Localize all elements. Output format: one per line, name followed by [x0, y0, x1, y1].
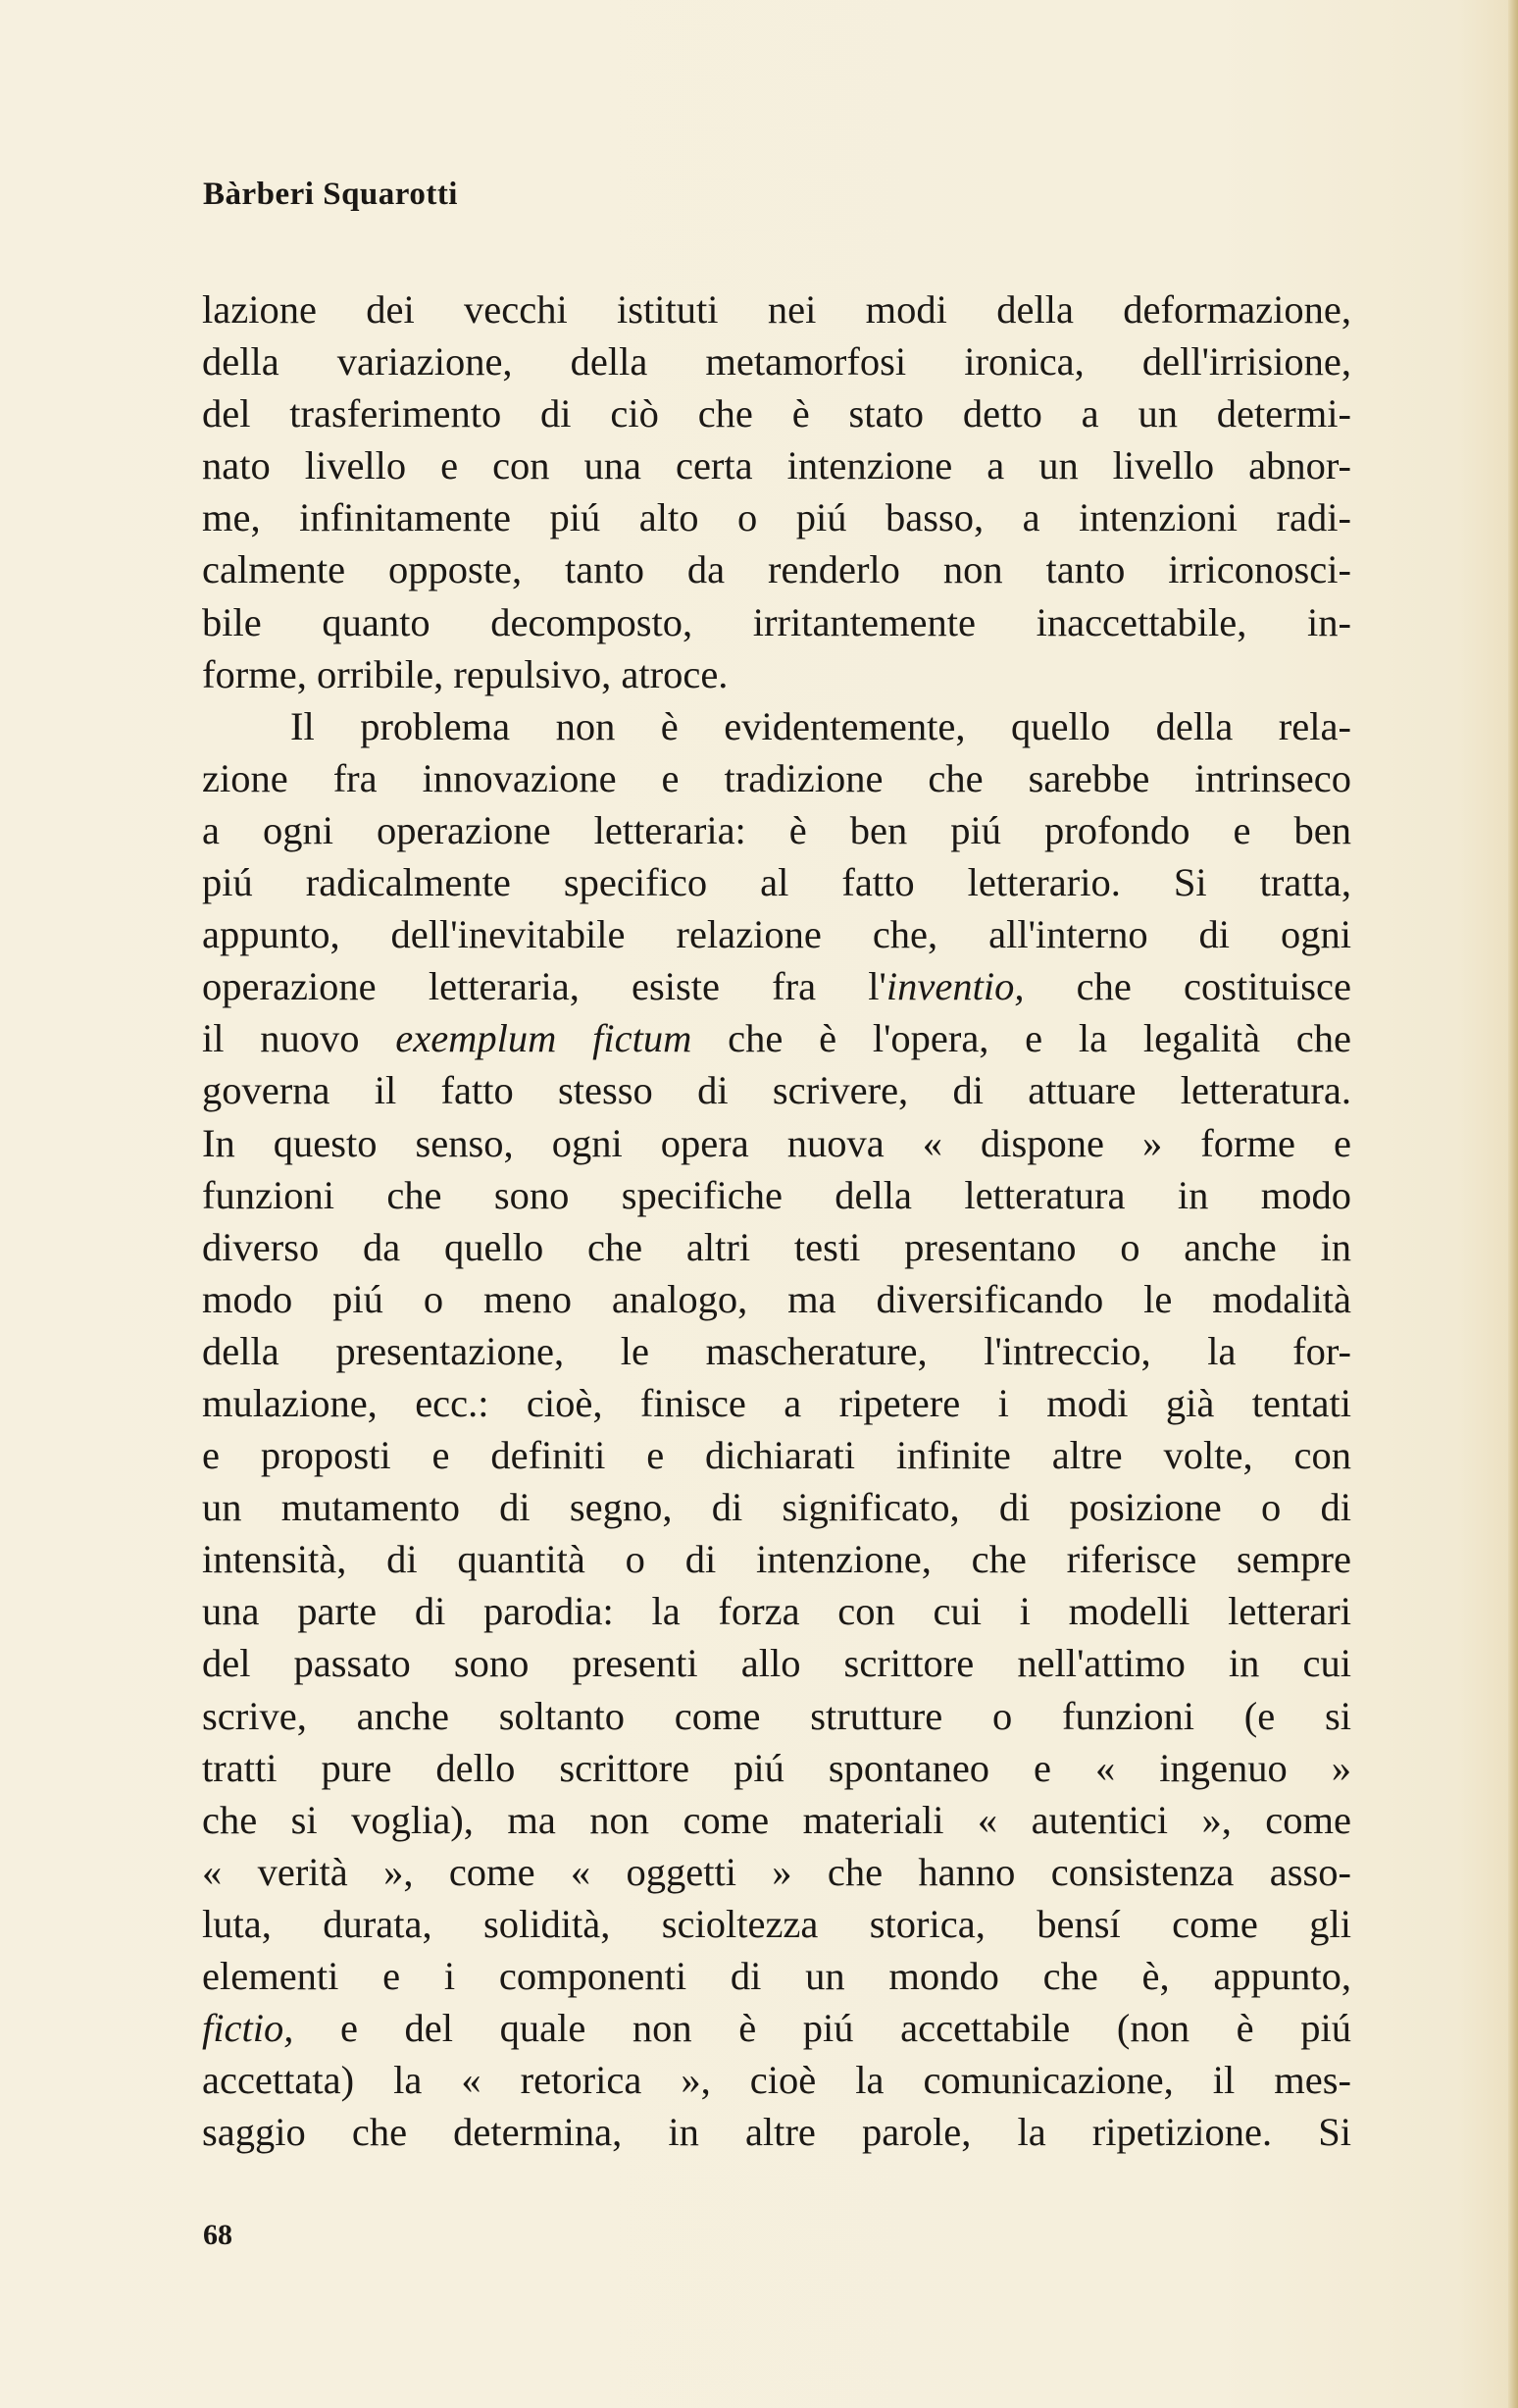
text-line: un mutamento di segno, di significato, di posizione o di — [202, 1485, 1351, 1530]
text-line: luta, durata, solidità, scioltezza storica, bensí come gli — [202, 1901, 1351, 1946]
text-line: mulazione, ecc.: cioè, finisce a ripetere i modi già tentati — [202, 1380, 1351, 1425]
text-line: del passato sono presenti allo scrittore nell'attimo in cui — [202, 1641, 1351, 1686]
text-line: nato livello e con una certa intenzione a un livello abnor- — [202, 443, 1351, 488]
text-line: della presentazione, le mascherature, l'intreccio, la for- — [202, 1328, 1351, 1373]
text-line: In questo senso, ogni opera nuova « dispone » forme e — [202, 1120, 1351, 1165]
text-line: e proposti e definiti e dichiarati infinite altre volte, con — [202, 1433, 1351, 1478]
italic-term: fictio, — [202, 2006, 294, 2051]
text-line: governa il fatto stesso di scrivere, di attuare letteratura. — [202, 1068, 1351, 1113]
running-head: Bàrberi Squarotti — [203, 177, 458, 212]
text-line: saggio che determina, in altre parole, la ripetizione. Si — [202, 2110, 1351, 2155]
text-line: zione fra innovazione e tradizione che sarebbe intrinseco — [202, 755, 1351, 800]
text-line: scrive, anche soltanto come strutture o funzioni (e si — [202, 1693, 1351, 1738]
text-line: operazione letteraria, esiste fra l'inventio, che costituisce — [202, 964, 1351, 1009]
paragraph-end-line: forme, orribile, repulsivo, atroce. — [202, 651, 729, 696]
text-line: a ogni operazione letteraria: è ben piú profondo e ben — [202, 807, 1351, 852]
text-line: della variazione, della metamorfosi ironica, dell'irrisione, — [202, 339, 1351, 384]
text-line: intensità, di quantità o di intenzione, che riferisce sempre — [202, 1537, 1351, 1582]
text-line: il nuovo exemplum fictum che è l'opera, e la legalità che — [202, 1016, 1351, 1061]
text-line: me, infinitamente piú alto o piú basso, a intenzioni radi- — [202, 495, 1351, 540]
text-line: appunto, dell'inevitabile relazione che, all'interno di ogni — [202, 912, 1351, 957]
text-line: modo piú o meno analogo, ma diversificando le modalità — [202, 1276, 1351, 1321]
text-line: « verità », come « oggetti » che hanno consistenza asso- — [202, 1849, 1351, 1894]
text-line: lazione dei vecchi istituti nei modi della deformazione, — [202, 287, 1351, 332]
text-line: del trasferimento di ciò che è stato detto a un determi- — [202, 391, 1351, 436]
text-line: funzioni che sono specifiche della letteratura in modo — [202, 1172, 1351, 1217]
text-line: una parte di parodia: la forza con cui i modelli letterari — [202, 1589, 1351, 1634]
text-line: bile quanto decomposto, irritantemente inaccettabile, in- — [202, 599, 1351, 644]
text-line: calmente opposte, tanto da renderlo non tanto irriconosci- — [202, 547, 1351, 592]
italic-term: exemplum fictum — [395, 1016, 692, 1061]
text-line: tratti pure dello scrittore piú spontaneo e « ingenuo » — [202, 1745, 1351, 1790]
text-line: piú radicalmente specifico al fatto letterario. Si tratta, — [202, 860, 1351, 905]
body-text — [202, 283, 1351, 2158]
page-number: 68 — [203, 2219, 232, 2251]
text-line: accettata) la « retorica », cioè la comunicazione, il mes- — [202, 2058, 1351, 2103]
text-line: diverso da quello che altri testi presentano o anche in — [202, 1224, 1351, 1269]
paragraph-start-line: Il problema non è evidentemente, quello della rela- — [290, 703, 1351, 748]
text-line: fictio, e del quale non è piú accettabile (non è piú — [202, 2006, 1351, 2051]
text-line: che si voglia), ma non come materiali « autentici », come — [202, 1797, 1351, 1842]
text-line: elementi e i componenti di un mondo che è, appunto, — [202, 1954, 1351, 1998]
italic-term: inventio, — [886, 964, 1025, 1009]
page-edge — [1508, 0, 1518, 2408]
